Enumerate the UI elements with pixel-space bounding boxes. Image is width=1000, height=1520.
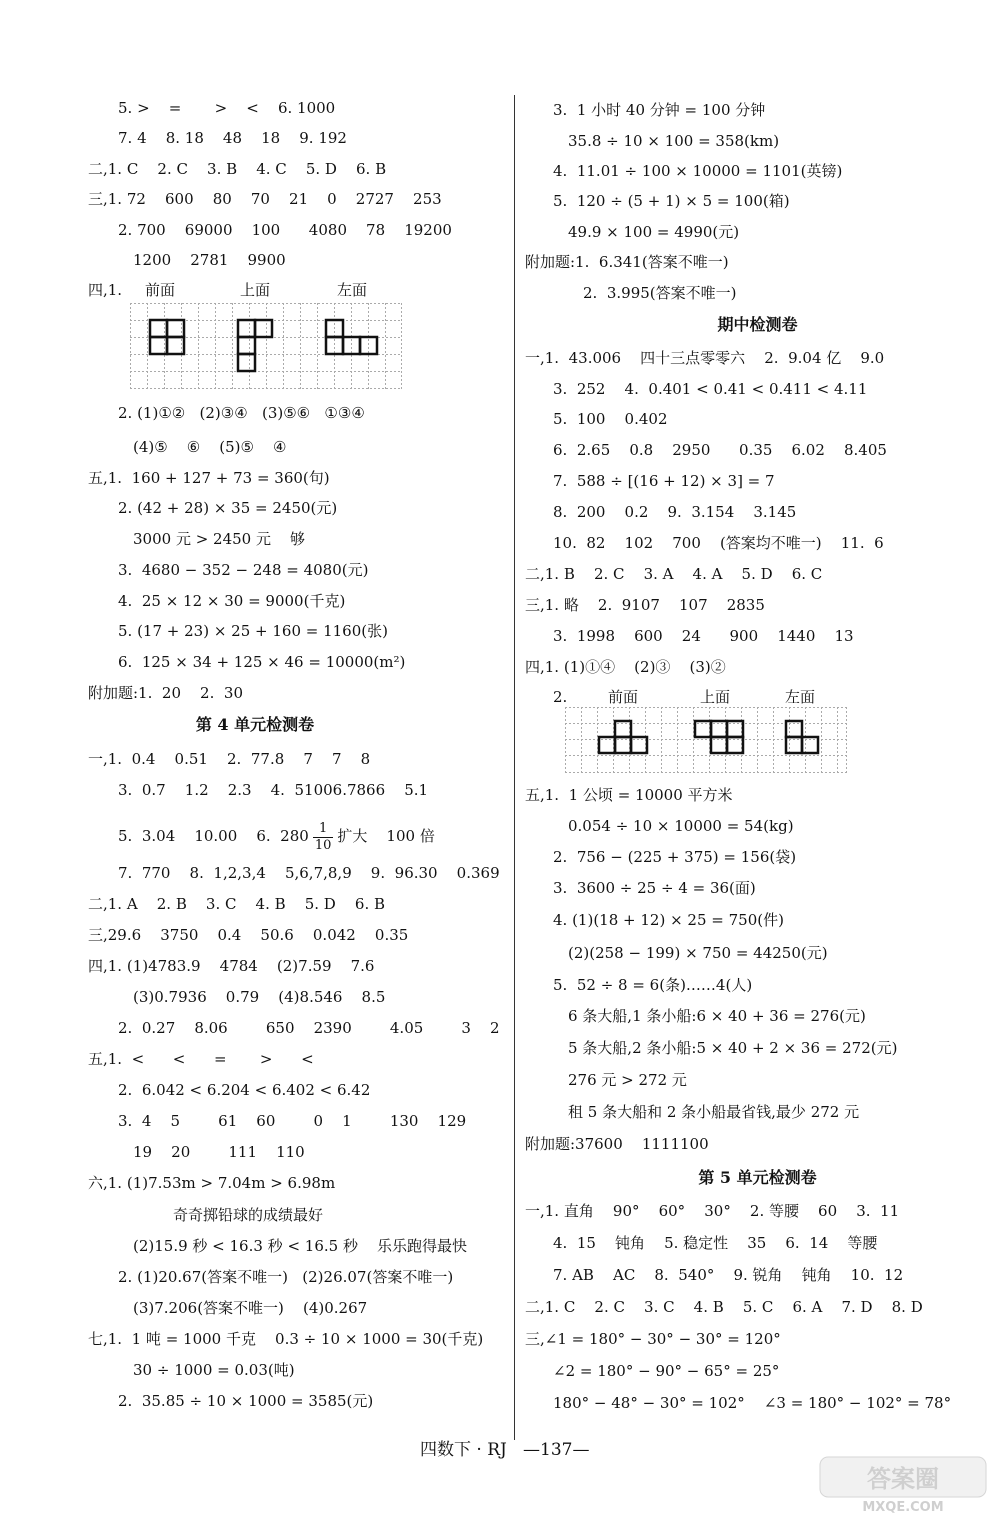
answer-line: 2. 0.27 8.06 650 2390 4.05 3 2: [118, 1019, 500, 1037]
answer-line: 35.8 ÷ 10 × 100 = 358(km): [568, 132, 780, 150]
answer-line: 三,∠1 = 180° − 30° − 30° = 120°: [525, 1330, 781, 1348]
answer-line: 2. 35.85 ÷ 10 × 1000 = 3585(元): [118, 1392, 374, 1410]
answer-line: (3)7.206(答案不唯一) (4)0.267: [133, 1299, 368, 1317]
view-label-left: 左面: [785, 688, 816, 706]
answer-line: 四,1. (1)①④ (2)③ (3)②: [525, 658, 726, 676]
answer-line: 6. 125 × 34 + 125 × 46 = 10000(m²): [118, 653, 406, 671]
section-heading-unit5: 第 5 单元检测卷: [698, 1168, 817, 1187]
view-label-front: 前面: [608, 688, 639, 706]
answer-line: 3. 3600 ÷ 25 ÷ 4 = 36(面): [553, 879, 756, 897]
answer-line: 租 5 条大船和 2 条小船最省钱,最少 272 元: [568, 1103, 860, 1121]
fraction-denominator: 10: [314, 837, 332, 853]
answer-line: 六,1. (1)7.53m > 7.04m > 6.98m: [88, 1174, 336, 1192]
three-views-grid-1: [130, 303, 402, 389]
answer-line: 3. 252 4. 0.401 < 0.41 < 0.411 < 4.11: [553, 380, 868, 398]
answer-line: 三,1. 72 600 80 70 21 0 2727 253: [88, 190, 442, 208]
answer-line: 3. 1 小时 40 分钟 = 100 分钟: [553, 101, 766, 119]
answer-line: 4. (1)(18 + 12) × 25 = 750(件): [553, 911, 784, 929]
answer-line: 2. 3.995(答案不唯一): [583, 284, 737, 302]
answer-line: 三,1. 略 2. 9107 107 2835: [525, 596, 765, 614]
view-label-left: 左面: [337, 281, 368, 299]
answer-line: 三,29.6 3750 0.4 50.6 0.042 0.35: [88, 926, 409, 944]
column-divider: [514, 95, 515, 1440]
answer-line: 3. 1998 600 24 900 1440 13: [553, 627, 854, 645]
watermark-url: MXQE.COM: [862, 1500, 944, 1515]
watermark-text: 答案圈: [867, 1465, 939, 1493]
answer-line: 2. 700 69000 100 4080 78 19200: [118, 221, 452, 239]
answer-line: 2. 756 − (225 + 375) = 156(袋): [553, 848, 797, 866]
view-label-top: 上面: [700, 688, 731, 706]
answer-line: 180° − 48° − 30° = 102° ∠3 = 180° − 102° = 78°: [553, 1394, 952, 1412]
answer-line: 五,1. < < = > <: [88, 1050, 314, 1068]
answer-line: 附加题:37600 1111100: [525, 1135, 709, 1153]
answer-line: 2. (42 + 28) × 35 = 2450(元): [118, 499, 338, 517]
view-label-top: 上面: [240, 281, 271, 299]
answer-text: 扩大 100 倍: [337, 827, 435, 845]
view-label-front: 前面: [145, 281, 176, 299]
answer-line: 附加题:1. 6.341(答案不唯一): [525, 253, 729, 271]
answer-line: 10. 82 102 700 (答案均不唯一) 11. 6: [553, 534, 884, 552]
answer-line: 5 条大船,2 条小船:5 × 40 + 2 × 36 = 272(元): [568, 1039, 898, 1057]
answer-line: 4. 15 钝角 5. 稳定性 35 6. 14 等腰: [553, 1234, 878, 1252]
answer-line: 二,1. C 2. C 3. B 4. C 5. D 6. B: [88, 160, 387, 178]
answer-line: 5. > = > < 6. 1000: [118, 99, 336, 117]
answer-line: 四,1. (1)4783.9 4784 (2)7.59 7.6: [88, 957, 375, 975]
fraction: [313, 821, 334, 854]
answer-line: 5. (17 + 23) × 25 + 160 = 1160(张): [118, 622, 388, 640]
answer-line: 3. 4680 − 352 − 248 = 4080(元): [118, 561, 369, 579]
question-number: 四,1.: [88, 281, 123, 299]
answer-line: 3. 4 5 61 60 0 1 130 129: [118, 1112, 467, 1130]
answer-line: (2)(258 − 199) × 750 = 44250(元): [568, 944, 828, 962]
question-number: 2.: [553, 688, 568, 706]
answer-line: 7. 770 8. 1,2,3,4 5,6,7,8,9 9. 96.30 0.369: [118, 864, 500, 882]
answer-line: (3)0.7936 0.79 (4)8.546 8.5: [133, 988, 386, 1006]
answer-line: 2. (1)①② (2)③④ (3)⑤⑥ ①③④: [118, 404, 365, 422]
section-heading-midterm: 期中检测卷: [717, 315, 798, 334]
answer-line: 五,1. 160 + 127 + 73 = 360(句): [88, 469, 330, 487]
answer-line: 3. 0.7 1.2 2.3 4. 51006.7866 5.1: [118, 781, 429, 799]
section-heading-unit4: 第 4 单元检测卷: [195, 715, 315, 734]
answer-line: 一,1. 直角 90° 60° 30° 2. 等腰 60 3. 11: [525, 1202, 900, 1220]
watermark-logo: [818, 1455, 988, 1515]
answer-line-with-fraction: [118, 818, 435, 854]
answer-line: 6 条大船,1 条小船:6 × 40 + 36 = 276(元): [568, 1007, 866, 1025]
answer-line: 一,1. 0.4 0.51 2. 77.8 7 7 8: [88, 750, 371, 768]
answer-line: 一,1. 43.006 四十三点零零六 2. 9.04 亿 9.0: [525, 349, 885, 367]
three-views-grid-2: [565, 707, 847, 773]
answer-line: 5. 52 ÷ 8 = 6(条)……4(人): [553, 976, 753, 994]
answer-line: 0.054 ÷ 10 × 10000 = 54(kg): [568, 817, 794, 835]
answer-line: (4)⑤ ⑥ (5)⑤ ④: [133, 438, 287, 456]
answer-line: 4. 11.01 ÷ 100 × 10000 = 1101(英镑): [553, 162, 843, 180]
answer-line: 49.9 × 100 = 4990(元): [568, 223, 740, 241]
answer-line: 6. 2.65 0.8 2950 0.35 6.02 8.405: [553, 441, 887, 459]
answer-line: 276 元 > 272 元: [568, 1071, 687, 1089]
answer-line: 2. (1)20.67(答案不唯一) (2)26.07(答案不唯一): [118, 1268, 454, 1286]
answer-line: 5. 100 0.402: [553, 410, 668, 428]
answer-line: 19 20 111 110: [133, 1143, 305, 1161]
answer-line: (2)15.9 秒 < 16.3 秒 < 16.5 秒 乐乐跑得最快: [133, 1237, 468, 1255]
answer-line: 七,1. 1 吨 = 1000 千克 0.3 ÷ 10 × 1000 = 30(千克): [88, 1330, 484, 1348]
answer-line: 7. 4 8. 18 48 18 9. 192: [118, 129, 347, 147]
answer-line: 7. AB AC 8. 540° 9. 锐角 钝角 10. 12: [553, 1266, 904, 1284]
answer-line: 1200 2781 9900: [133, 251, 286, 269]
answer-line: 二,1. C 2. C 3. C 4. B 5. C 6. A 7. D 8. D: [525, 1298, 923, 1316]
page-footer: 四数下 · RJ —137—: [420, 1440, 590, 1460]
fraction-numerator: 1: [313, 821, 334, 838]
answer-line: 五,1. 1 公顷 = 10000 平方米: [525, 786, 733, 804]
answer-line: 二,1. B 2. C 3. A 4. A 5. D 6. C: [525, 565, 823, 583]
answer-line: 5. 120 ÷ (5 + 1) × 5 = 100(箱): [553, 192, 790, 210]
answer-line: 奇奇掷铅球的成绩最好: [173, 1206, 324, 1224]
answer-line: 30 ÷ 1000 = 0.03(吨): [133, 1361, 295, 1379]
answer-line: 3000 元 > 2450 元 够: [133, 530, 306, 548]
answer-line: 附加题:1. 20 2. 30: [88, 684, 243, 702]
answer-line: 4. 25 × 12 × 30 = 9000(千克): [118, 592, 346, 610]
answer-line: 7. 588 ÷ [(16 + 12) × 3] = 7: [553, 472, 775, 490]
answer-line: 二,1. A 2. B 3. C 4. B 5. D 6. B: [88, 895, 386, 913]
answer-text: 5. 3.04 10.00 6. 280: [118, 827, 309, 845]
answer-line: ∠2 = 180° − 90° − 65° = 25°: [553, 1362, 780, 1380]
answer-line: 8. 200 0.2 9. 3.154 3.145: [553, 503, 797, 521]
answer-line: 2. 6.042 < 6.204 < 6.402 < 6.42: [118, 1081, 371, 1099]
